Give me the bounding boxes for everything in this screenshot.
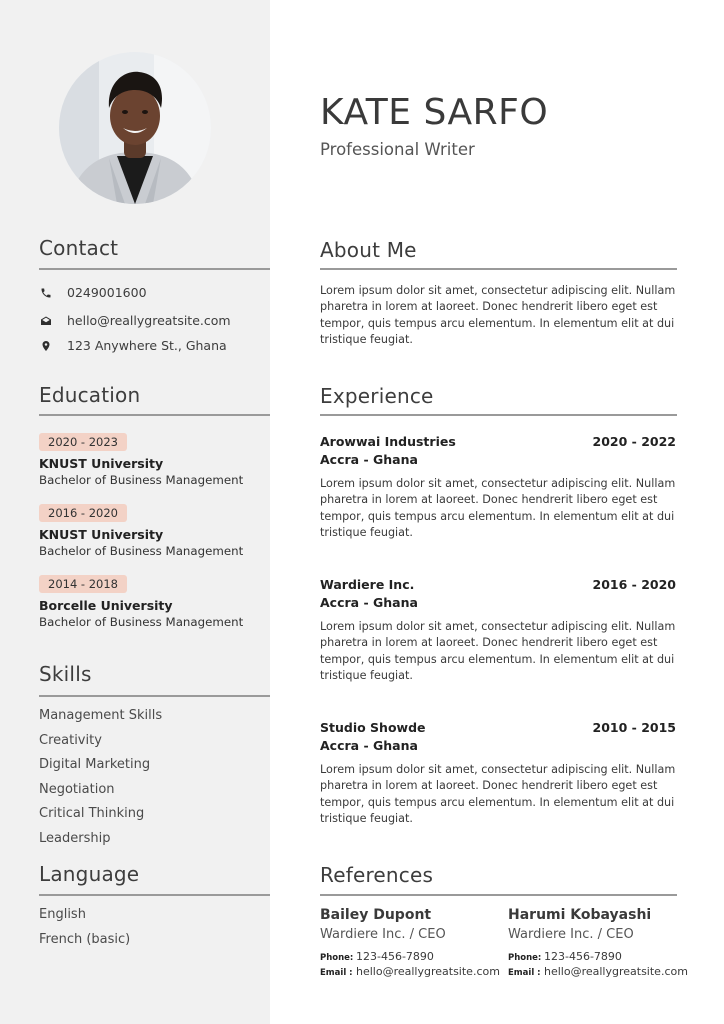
reference-name: Harumi Kobayashi [508, 907, 652, 923]
contact-phone [39, 285, 147, 300]
education-item [39, 431, 269, 488]
education-heading: Education [39, 383, 141, 407]
experience-company: Studio Showde [320, 720, 426, 735]
experience-years: 2016 - 2020 [592, 577, 676, 592]
experience-description: Lorem ipsum dolor sit amet, consectetur adipiscing elit. Nullam pharetra in lorem at laoreet. Donec hendrerit libero eget est tempor, quis tempus arcu elementum. In elementum elit at dui tristique feugiat. [320, 763, 676, 825]
education-years-badge: 2020 - 2023 [39, 433, 127, 451]
reference-card [320, 906, 510, 978]
skill-item: Digital Marketing [39, 757, 151, 772]
contact-phone-text[interactable]: 0249001600 [67, 285, 147, 300]
skill-item: Creativity [39, 733, 102, 748]
contact-heading: Contact [39, 236, 119, 260]
reference-card [508, 906, 698, 978]
skill-item: Leadership [39, 831, 111, 846]
envelope-icon [39, 314, 53, 328]
reference-email-label: Email : [508, 968, 541, 978]
education-item [39, 502, 269, 559]
education-item [39, 573, 269, 630]
contact-address [39, 338, 227, 353]
skills-heading: Skills [39, 662, 92, 686]
education-years-badge: 2014 - 2018 [39, 575, 127, 593]
education-school: KNUST University [39, 527, 164, 542]
education-years-badge: 2016 - 2020 [39, 504, 127, 522]
reference-phone-label: Phone: [508, 953, 542, 963]
experience-divider [320, 414, 677, 416]
experience-description: Lorem ipsum dolor sit amet, consectetur adipiscing elit. Nullam pharetra in lorem at laoreet. Donec hendrerit libero eget est tempor, quis tempus arcu elementum. In elementum elit at dui tristique feugiat. [320, 477, 676, 539]
phone-icon [39, 286, 53, 300]
map-pin-icon [39, 339, 53, 353]
experience-location: Accra - Ghana [320, 738, 418, 753]
skill-item: Negotiation [39, 782, 115, 797]
reference-phone [320, 950, 510, 963]
about-heading: About Me [320, 238, 417, 262]
education-degree: Bachelor of Business Management [39, 544, 244, 558]
contact-email [39, 313, 231, 328]
reference-role: Wardiere Inc. / CEO [508, 927, 634, 942]
contact-address-text: 123 Anywhere St., Ghana [67, 338, 227, 353]
reference-email [320, 965, 510, 978]
references-heading: References [320, 863, 434, 887]
language-heading: Language [39, 862, 140, 886]
reference-email-value[interactable]: hello@reallygreatsite.com [544, 965, 688, 978]
skills-divider [39, 695, 270, 697]
experience-location: Accra - Ghana [320, 595, 418, 610]
experience-heading: Experience [320, 384, 434, 408]
reference-email [508, 965, 698, 978]
experience-location: Accra - Ghana [320, 452, 418, 467]
experience-years: 2020 - 2022 [592, 434, 676, 449]
skill-item: Critical Thinking [39, 806, 145, 821]
reference-phone-value[interactable]: 123-456-7890 [356, 950, 434, 963]
skill-item: Management Skills [39, 708, 163, 723]
reference-email-label: Email : [320, 968, 353, 978]
reference-phone-value[interactable]: 123-456-7890 [544, 950, 622, 963]
profile-photo [59, 52, 211, 204]
reference-name: Bailey Dupont [320, 907, 432, 923]
experience-description: Lorem ipsum dolor sit amet, consectetur adipiscing elit. Nullam pharetra in lorem at laoreet. Donec hendrerit libero eget est tempor, quis tempus arcu elementum. In elementum elit at dui tristique feugiat. [320, 620, 676, 682]
reference-email-value[interactable]: hello@reallygreatsite.com [356, 965, 500, 978]
reference-phone-label: Phone: [320, 953, 354, 963]
education-degree: Bachelor of Business Management [39, 473, 244, 487]
references-divider [320, 894, 677, 896]
experience-years: 2010 - 2015 [592, 720, 676, 735]
reference-role: Wardiere Inc. / CEO [320, 927, 446, 942]
education-divider [39, 414, 270, 416]
contact-divider [39, 268, 270, 270]
about-divider [320, 268, 677, 270]
experience-company: Wardiere Inc. [320, 577, 415, 592]
education-school: KNUST University [39, 456, 164, 471]
language-item: English [39, 907, 86, 922]
about-text: Lorem ipsum dolor sit amet, consectetur adipiscing elit. Nullam pharetra in lorem at laoreet. Donec hendrerit libero eget est tempor, quis tempus arcu elementum. In elementum elit at dui tristique feugiat. [320, 284, 676, 346]
reference-phone [508, 950, 698, 963]
language-item: French (basic) [39, 932, 131, 947]
education-degree: Bachelor of Business Management [39, 615, 244, 629]
language-divider [39, 894, 270, 896]
contact-email-text[interactable]: hello@reallygreatsite.com [67, 313, 231, 328]
education-school: Borcelle University [39, 598, 173, 613]
person-role: Professional Writer [320, 140, 475, 159]
experience-company: Arowwai Industries [320, 434, 456, 449]
person-name: KATE SARFO [320, 92, 549, 133]
